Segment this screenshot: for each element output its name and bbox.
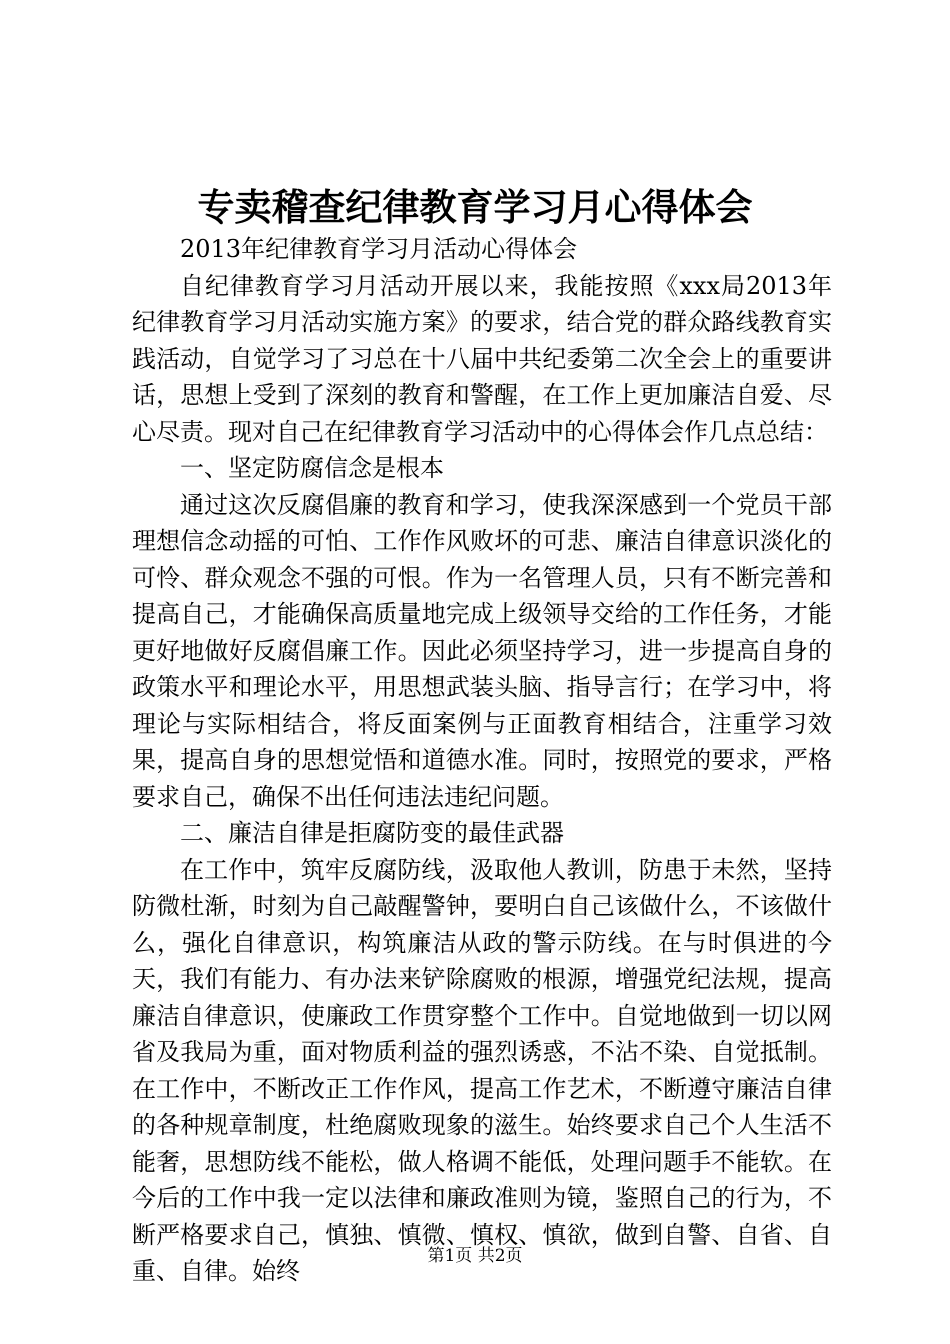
section-heading-2: 二、廉洁自律是拒腐防变的最佳武器 bbox=[180, 819, 564, 847]
section-heading-1: 一、坚定防腐信念是根本 bbox=[180, 454, 444, 482]
paragraph-subtitle: 2013年纪律教育学习月活动心得体会 bbox=[180, 235, 578, 263]
document-title: 专卖稽查纪律教育学习月心得体会 bbox=[197, 185, 753, 229]
document-body bbox=[132, 231, 832, 1290]
page-footer: 第1页 共2页 bbox=[427, 1246, 523, 1266]
paragraph-section-2: 在工作中，筑牢反腐防线，汲取他人教训，防患于未然，坚持防微杜渐，时刻为自己敲醒警钟，要明白自己该做什么，不该做什么，强化自律意识，构筑廉洁从政的警示防线。在与时俱进的今天，我们有能力、有办法来铲除腐败的根源，增强党纪法规，提高廉洁自律意识，使廉政工作贯穿整个工作中。自觉地做到一切以网省及我局为重，面对物质利益的强烈诱惑，不沾不染、自觉抵制。在工作中，不断改正工作作风，提高工作艺术，不断遵守廉洁自律的各种规章制度，杜绝腐败现象的滋生。始终要求自己个人生活不能奢，思想防线不能松，做人格调不能低，处理问题手不能软。在今后的工作中我一定以法律和廉政准则为镜，鉴照自己的行为，不断严格要求自己，慎独、慎微、慎权、慎欲，做到自警、自省、自重、自律。始终 bbox=[132, 855, 832, 1285]
paragraph-intro: 自纪律教育学习月活动开展以来，我能按照《xxx局2013年纪律教育学习月活动实施方案》的要求，结合党的群众路线教育实践活动，自觉学习了习总在十八届中共纪委第二次全会上的重要讲话，思想上受到了深刻的教育和警醒，在工作上更加廉洁自爱、尽心尽责。现对自己在纪律教育学习活动中的心得体会作几点总结： bbox=[132, 271, 832, 446]
paragraph-section-1: 通过这次反腐倡廉的教育和学习，使我深深感到一个党员干部理想信念动摇的可怕、工作作风败坏的可悲、廉洁自律意识淡化的可怜、群众观念不强的可恨。作为一名管理人员，只有不断完善和提高自己，才能确保高质量地完成上级领导交给的工作任务，才能更好地做好反腐倡廉工作。因此必须坚持学习，进一步提高自身的政策水平和理论水平，用思想武装头脑、指导言行；在学习中，将理论与实际相结合，将反面案例与正面教育相结合，注重学习效果，提高自身的思想觉悟和道德水准。同时，按照党的要求，严格要求自己，确保不出任何违法违纪问题。 bbox=[132, 490, 832, 811]
